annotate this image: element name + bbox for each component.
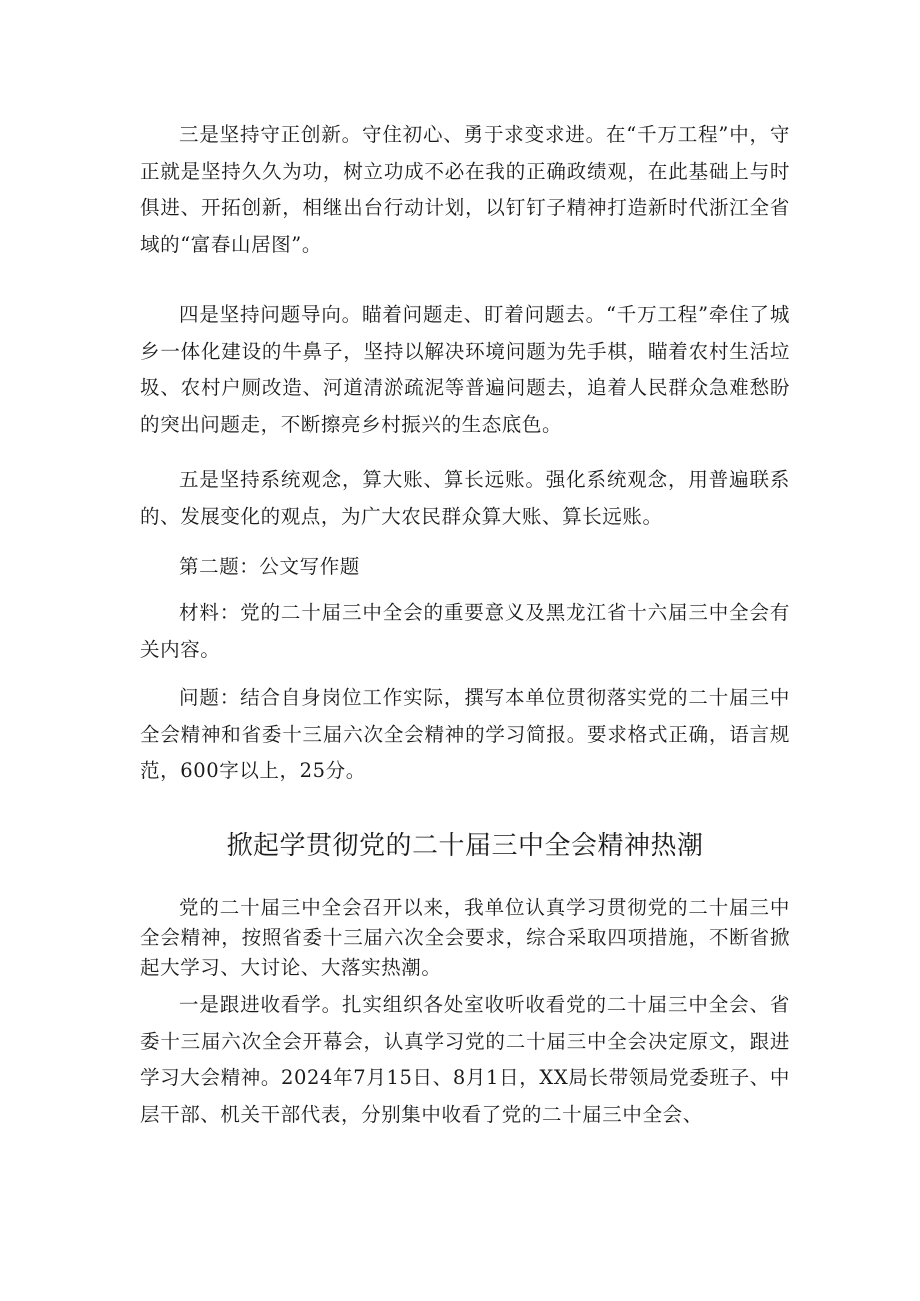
paragraph-measure-one: 一是跟进收看学。扎实组织各处室收听收看党的二十届三中全会、省委十三届六次全会开幕会，认真学习党的二十届三中全会决定原文，跟进学习大会精神。2024年7月15日、8月1日，XX局长带领局党委班子、中层干部、机关干部代表，分别集中收看了党的二十届三中全会、 (140, 993, 790, 1126)
paragraph-principle-three: 三是坚持守正创新。守住初心、勇于求变求进。在“千万工程”中，守正就是坚持久久为功，树立功成不必在我的正确政绩观，在此基础上与时俱进、开拓创新，相继出台行动计划，以钉钉子精神打造新时代浙江全省域的“富春山居图”。 (140, 123, 790, 256)
paragraph-question: 问题：结合自身岗位工作实际，撰写本单位贯彻落实党的二十届三中全会精神和省委十三届六次全会精神的学习简报。要求格式正确，语言规范，600字以上，25分。 (140, 686, 790, 782)
paragraph-principle-five: 五是坚持系统观念，算大账、算长远账。强化系统观念，用普遍联系的、发展变化的观点，为广大农民群众算大账、算长远账。 (140, 468, 790, 528)
question-two-title: 第二题：公文写作题 (179, 555, 360, 578)
paragraph-intro: 党的二十届三中全会召开以来，我单位认真学习贯彻党的二十届三中全会精神，按照省委十三届六次全会要求，综合采取四项措施，不断省掀起大学习、大讨论、大落实热潮。 (140, 896, 790, 979)
paragraph-material: 材料：党的二十届三中全会的重要意义及黑龙江省十六届三中全会有关内容。 (140, 601, 790, 661)
report-heading: 掀起学贯彻党的二十届三中全会精神热潮 (226, 831, 704, 861)
paragraph-principle-four: 四是坚持问题导向。瞄着问题走、盯着问题去。“千万工程”牵住了城乡一体化建设的牛鼻子，坚持以解决环境问题为先手棋，瞄着农村生活垃圾、农村户厕改造、河道清淤疏泥等普遍问题去，追着人民群众急难愁盼的突出问题走，不断擦亮乡村振兴的生态底色。 (140, 303, 790, 436)
